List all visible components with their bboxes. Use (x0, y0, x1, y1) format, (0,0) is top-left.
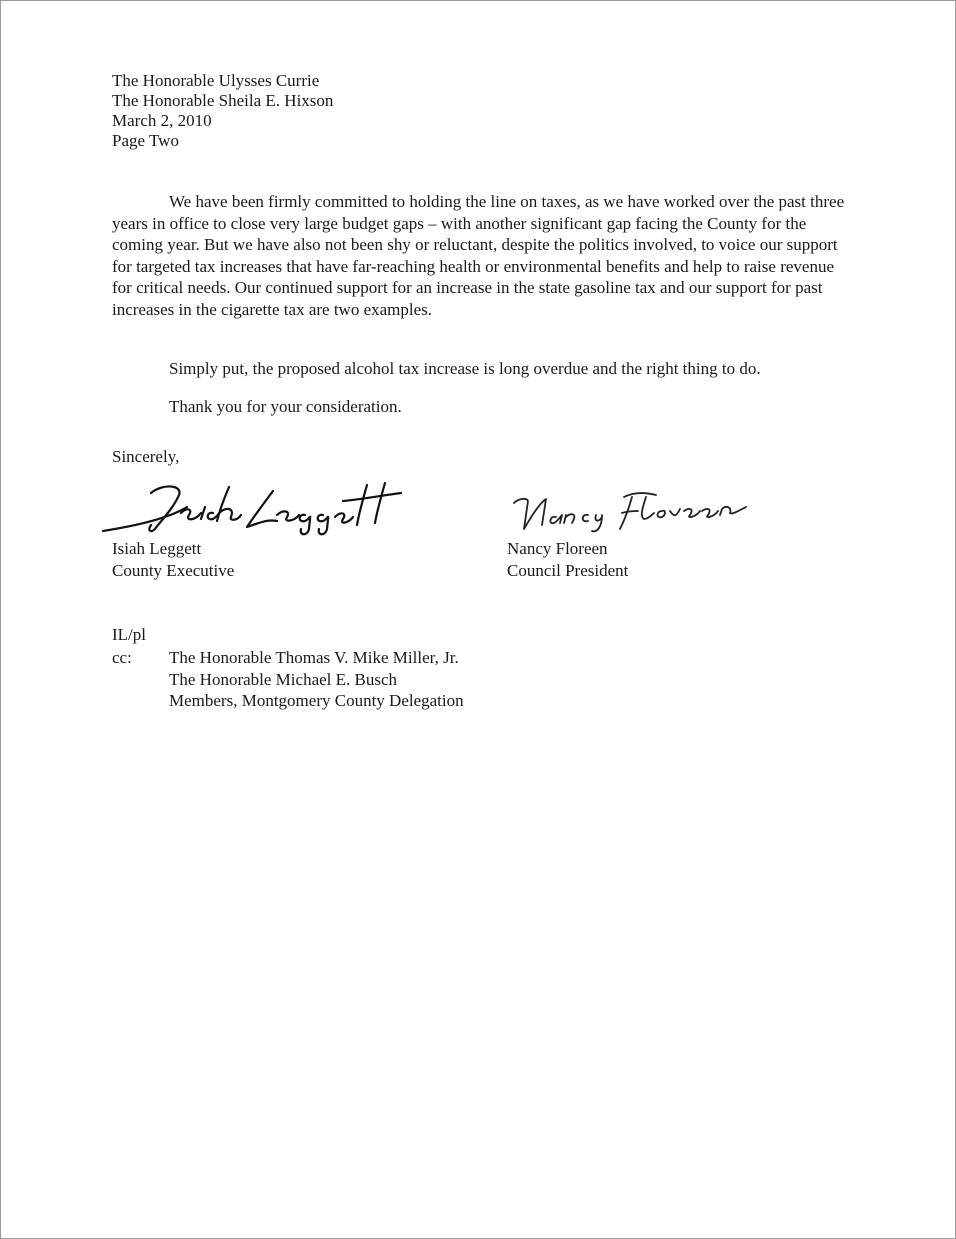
header-recipient-2: The Honorable Sheila E. Hixson (112, 91, 334, 110)
signer-title: Council President (507, 561, 629, 580)
header-recipient-1: The Honorable Ulysses Currie (112, 71, 320, 90)
signer-title: County Executive (112, 561, 235, 580)
body-paragraph-1: We have been firmly committed to holding the line on taxes, as we have worked over the past three years in office to close very large budget gaps – with another significant gap facing the County for the coming year. But we have also not been shy or reluctant, despite the politics involved, to voice our support for targeted tax increases that have far-reaching health or environmental benefits and help to raise revenue for critical needs. Our continued support for an increase in the state gasoline tax and our support for past increases in the cigarette tax are two examples. (112, 192, 845, 319)
header-date: March 2, 2010 (112, 111, 212, 130)
body-paragraph-2: Simply put, the proposed alcohol tax increase is long overdue and the right thing to do. (169, 359, 761, 378)
cc-recipient: Members, Montgomery County Delegation (169, 691, 464, 711)
cc-recipient-list (169, 647, 464, 712)
signer-name: Isiah Leggett (112, 539, 202, 558)
cc-label: cc: (112, 648, 132, 667)
signature-isiah-leggett (101, 479, 411, 539)
cc-recipient: The Honorable Michael E. Busch (169, 669, 398, 689)
signer-name: Nancy Floreen (507, 539, 608, 558)
body-paragraph-3: Thank you for your consideration. (169, 397, 402, 416)
letter-header (112, 71, 333, 151)
signature-nancy-floreen (506, 487, 751, 537)
cc-recipient: The Honorable Thomas V. Mike Miller, Jr. (169, 648, 459, 667)
typist-initials: IL/pl (112, 625, 146, 644)
closing-salutation: Sincerely, (112, 447, 180, 466)
header-page-number: Page Two (112, 131, 179, 150)
signer-isiah-leggett (112, 538, 234, 582)
signer-nancy-floreen (507, 538, 628, 582)
